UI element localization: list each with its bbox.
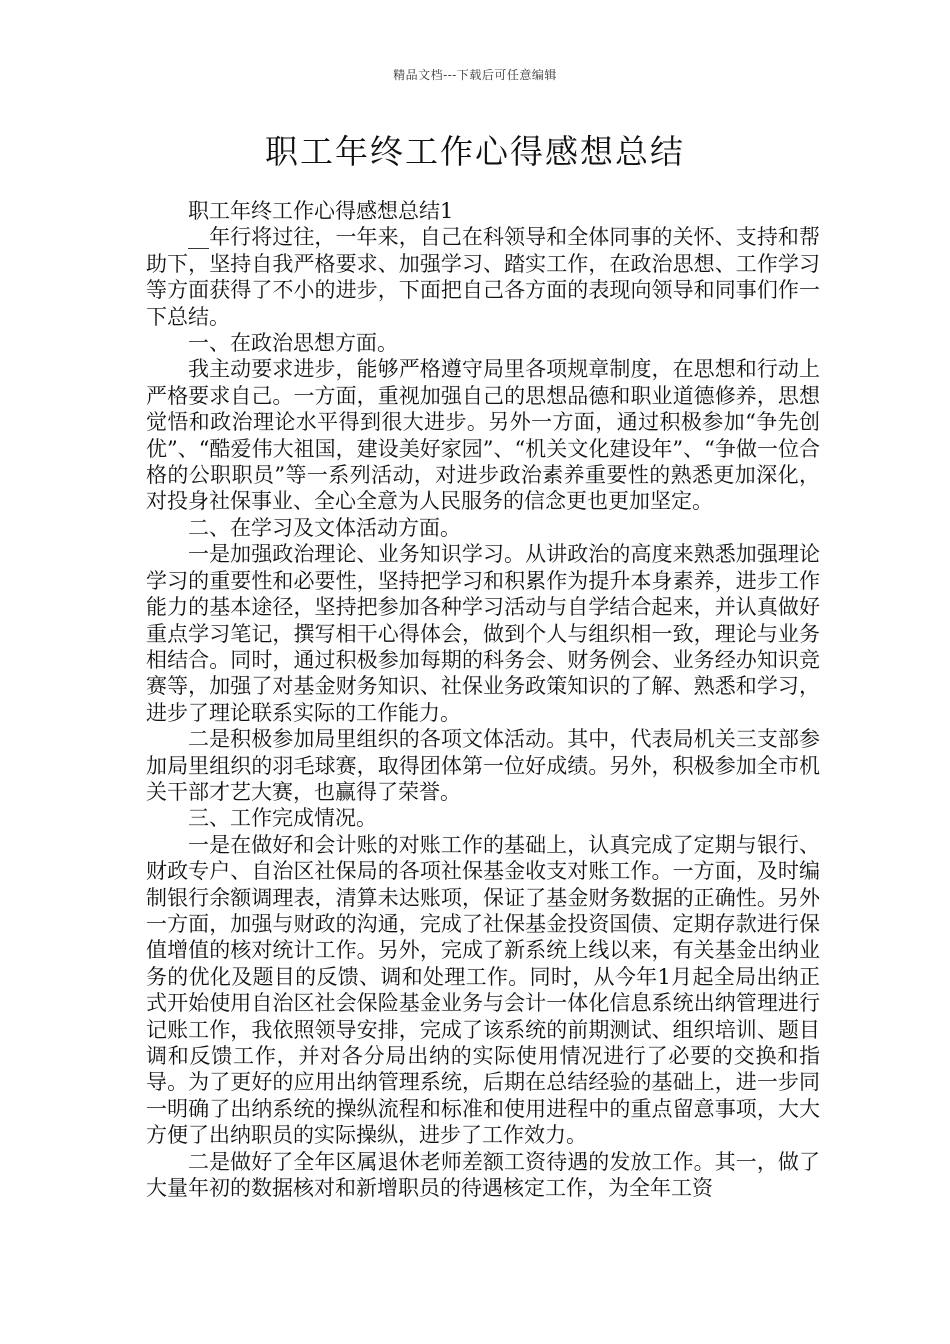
document-body: [146, 198, 820, 1201]
header-note: 精品文档---下载后可任意编辑: [393, 68, 557, 82]
section-heading: 一、在政治思想方面。: [188, 331, 398, 356]
body-paragraph: __年行将过往，一年来，自己在科领导和全体同事的关怀、支持和帮助下，坚持自我严格要求、加强学习、踏实工作，在政治思想、工作学习等方面获得了不小的进步，下面把自己各方面的表现向领导和同事们作一下总结。: [146, 225, 820, 329]
subtitle-paragraph: 职工年终工作心得感想总结1: [188, 199, 454, 223]
document-title: 职工年终工作心得感想总结: [265, 132, 685, 171]
section-heading: 三、工作完成情况。: [188, 806, 377, 831]
body-paragraph: 二是做好了全年区属退休老师差额工资待遇的发放工作。其一，做了大量年初的数据核对和新增职员的待遇核定工作，为全年工资: [146, 1149, 820, 1201]
body-paragraph: 二是积极参加局里组织的各项文体活动。其中，代表局机关三支部参加局里组织的羽毛球赛，取得团体第一位好成绩。另外，积极参加全市机关干部才艺大赛，也赢得了荣誉。: [146, 727, 820, 804]
body-paragraph: 我主动要求进步，能够严格遵守局里各项规章制度，在思想和行动上严格要求自己。一方面，重视加强自己的思想品德和职业道德修养，思想觉悟和政治理论水平得到很大进步。另外一方面，通过积极参加“争先创优”、“酷爱伟大祖国，建设美好家园”、“机关文化建设年”、“争做一位合格的公职职员”等一系列活动，对进步政治素养重要性的熟悉更加深化，对投身社保事业、全心全意为人民服务的信念更也更加坚定。: [146, 357, 820, 514]
body-paragraph: 一是在做好和会计账的对账工作的基础上，认真完成了定期与银行、财政专户、自治区社保局的各项社保基金收支对账工作。一方面，及时编制银行余额调理表，清算未达账项，保证了基金财务数据的正确性。另外一方面，加强与财政的沟通，完成了社保基金投资国债、定期存款进行保值增值的核对统计工作。另外，完成了新系统上线以来，有关基金出纳业务的优化及题目的反馈、调和处理工作。同时，从今年1月起全局出纳正式开始使用自治区社会保险基金业务与会计一体化信息系统出纳管理进行记账工作，我依照领导安排，完成了该系统的前期测试、组织培训、题目调和反馈工作，并对各分局出纳的实际使用情况进行了必要的交换和指导。为了更好的应用出纳管理系统，后期在总结经验的基础上，进一步同一明确了出纳系统的操纵流程和标准和使用进程中的重点留意事项，大大方便了出纳职员的实际操纵，进步了工作效力。: [146, 832, 820, 1148]
section-heading: 二、在学习及文体活动方面。: [188, 515, 461, 540]
body-paragraph: 一是加强政治理论、业务知识学习。从讲政治的高度来熟悉加强理论学习的重要性和必要性，坚持把学习和积累作为提升本身素养，进步工作能力的基本途径，坚持把参加各种学习活动与自学结合起来，并认真做好重点学习笔记，撰写相干心得体会，做到个人与组织相一致，理论与业务相结合。同时，通过积极参加每期的科务会、财务例会、业务经办知识竞赛等，加强了对基金财务知识、社保业务政策知识的了解、熟悉和学习，进步了理论联系实际的工作能力。: [146, 542, 820, 725]
